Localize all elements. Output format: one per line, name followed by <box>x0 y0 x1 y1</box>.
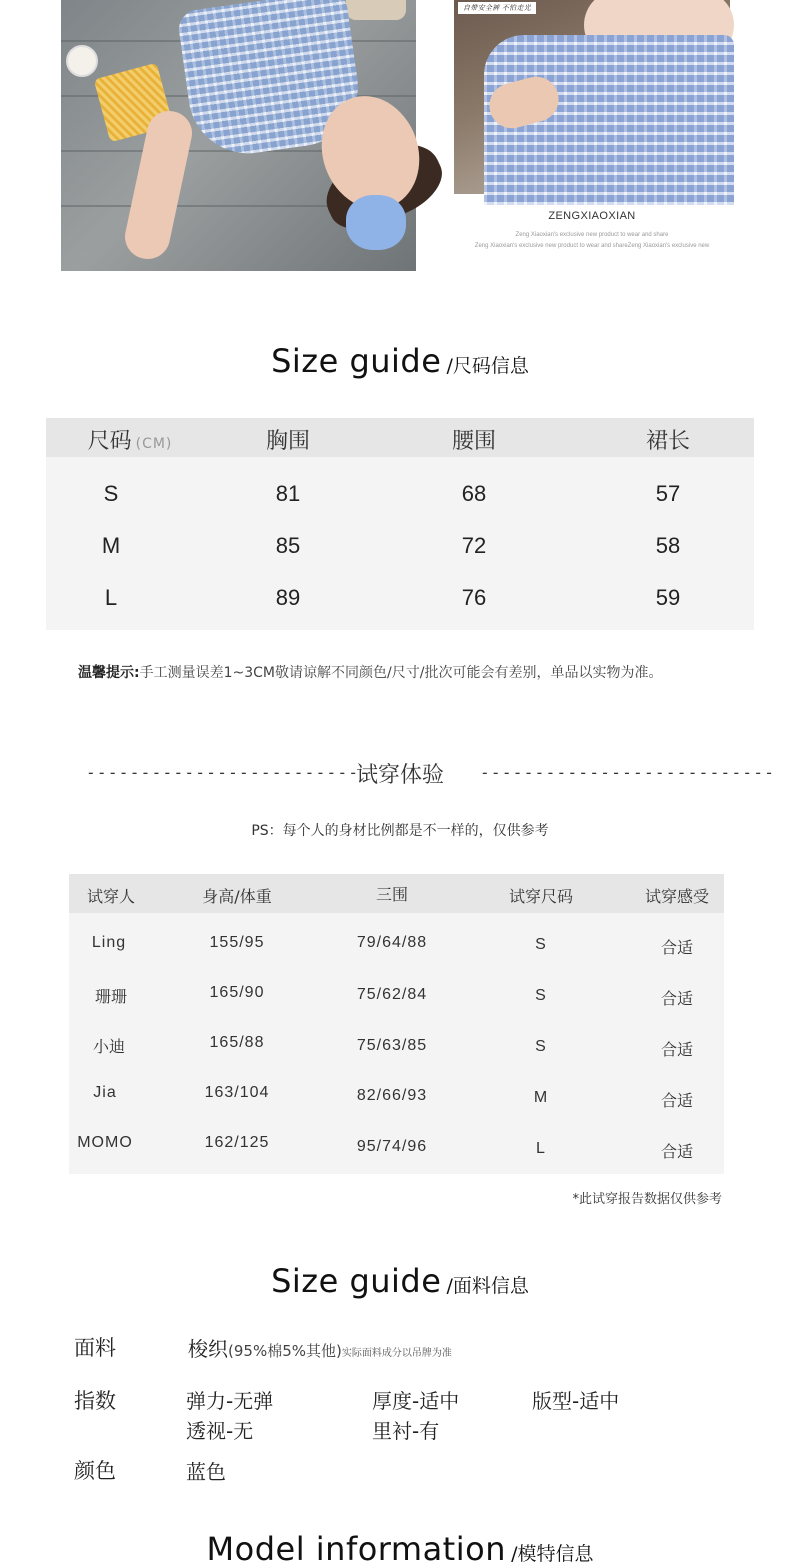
photo-sticker-text: 自带安全裤 不怕走光 <box>458 2 536 14</box>
material-note: 实际面料成分以吊牌为准 <box>341 1348 452 1359</box>
measurements-cell: 82/66/93 <box>356 1087 428 1104</box>
header-measurements: 三围 <box>375 885 409 904</box>
waist-cell: 72 <box>461 533 487 558</box>
tip-text: 手工测量误差1~3CM敬请谅解不同颜色/尺寸/批次可能会有差别，单品以实物为准。 <box>139 665 663 681</box>
tip-label: 温馨提示: <box>78 665 140 681</box>
header-length: 裙长 <box>645 429 691 454</box>
color-value: 蓝色 <box>186 1460 226 1484</box>
tryon-report-note: *此试穿报告数据仅供参考 <box>572 1192 722 1207</box>
height-weight-cell: 165/88 <box>209 1034 265 1051</box>
size-cell: M <box>101 533 121 558</box>
size-guide-heading <box>0 342 800 380</box>
height-weight-cell: 163/104 <box>204 1084 270 1101</box>
model-info-subtitle: /模特信息 <box>511 1543 594 1565</box>
tried-size-cell: M <box>533 1089 549 1106</box>
divider-left: --------------------------- <box>86 763 382 782</box>
height-weight-cell: 162/125 <box>204 1134 270 1151</box>
header-bust: 胸围 <box>265 429 311 454</box>
divider-right: --------------------------- <box>480 763 776 782</box>
tried-size-cell: S <box>535 936 547 953</box>
brand-subline: Zeng Xiaoxian's exclusive new product to wear and share <box>515 232 669 238</box>
measurements-cell: 75/62/84 <box>356 986 428 1003</box>
tester-name: 珊珊 <box>94 987 128 1006</box>
header-waist: 腰围 <box>451 429 497 454</box>
model-info-heading <box>0 1530 800 1568</box>
bust-cell: 81 <box>275 481 301 506</box>
index-thickness: 厚度-适中 <box>372 1389 460 1413</box>
header-tried-size: 试穿尺码 <box>508 887 574 906</box>
color-label: 颜色 <box>74 1459 116 1483</box>
fabric-title: Size guide <box>271 1262 442 1300</box>
tester-name: MOMO <box>77 1134 133 1151</box>
tryon-table <box>69 874 724 1174</box>
measurements-cell: 95/74/96 <box>356 1138 428 1155</box>
size-table <box>46 418 754 630</box>
length-cell: 58 <box>655 533 681 558</box>
header-fit-feeling: 试穿感受 <box>644 887 710 906</box>
product-photo-right <box>454 0 730 194</box>
fit-cell: 合适 <box>660 938 694 957</box>
height-weight-cell: 165/90 <box>209 984 265 1001</box>
fit-cell: 合适 <box>660 989 694 1008</box>
tester-name: 小迪 <box>92 1037 126 1056</box>
material-value-group <box>188 1333 452 1362</box>
waist-cell: 76 <box>461 585 487 610</box>
measurements-cell: 75/63/85 <box>356 1037 428 1054</box>
fabric-subtitle: /面料信息 <box>446 1275 529 1297</box>
index-transparency: 透视-无 <box>186 1419 254 1443</box>
fabric-heading <box>0 1262 800 1300</box>
size-cell: L <box>104 585 118 610</box>
waist-cell: 68 <box>461 481 487 506</box>
index-fit: 版型-适中 <box>532 1389 620 1413</box>
index-label: 指数 <box>74 1389 116 1413</box>
header-height-weight: 身高/体重 <box>202 887 272 906</box>
size-guide-title: Size guide <box>271 342 442 380</box>
tried-size-cell: S <box>535 1038 547 1055</box>
tried-size-cell: L <box>536 1140 546 1157</box>
material-composition: (95%棉5%其他) <box>228 1342 342 1360</box>
measurement-tip <box>78 662 662 682</box>
header-size: 尺码 (CM) <box>87 429 173 454</box>
model-info-title: Model information <box>206 1530 506 1568</box>
index-lining: 里衬-有 <box>372 1419 440 1443</box>
tryon-ps-note: PS：每个人的身材比例都是不一样的，仅供参考 <box>251 823 549 839</box>
material-value: 梭织 <box>188 1337 228 1361</box>
brand-name: ZENGXIAOXIAN <box>548 210 636 222</box>
material-label: 面料 <box>74 1336 116 1360</box>
bust-cell: 89 <box>275 585 301 610</box>
fit-cell: 合适 <box>660 1142 694 1161</box>
bust-cell: 85 <box>275 533 301 558</box>
measurements-cell: 79/64/88 <box>356 934 428 951</box>
header-unit: (CM) <box>135 436 173 452</box>
fit-cell: 合适 <box>660 1091 694 1110</box>
tester-name: Jia <box>93 1084 117 1101</box>
tried-size-cell: S <box>535 987 547 1004</box>
tester-name: Ling <box>91 934 127 951</box>
product-photo-left <box>61 0 416 271</box>
brand-subline: Zeng Xiaoxian's exclusive new product to wear and shareZeng Xiaoxian's exclusive new <box>474 243 710 249</box>
tryon-title: 试穿体验 <box>355 763 444 788</box>
size-cell: S <box>103 481 119 506</box>
length-cell: 57 <box>655 481 681 506</box>
index-stretch: 弹力-无弹 <box>186 1389 274 1413</box>
length-cell: 59 <box>655 585 681 610</box>
header-tester: 试穿人 <box>86 887 136 906</box>
height-weight-cell: 155/95 <box>209 934 265 951</box>
fit-cell: 合适 <box>660 1040 694 1059</box>
size-guide-subtitle: /尺码信息 <box>446 355 529 377</box>
